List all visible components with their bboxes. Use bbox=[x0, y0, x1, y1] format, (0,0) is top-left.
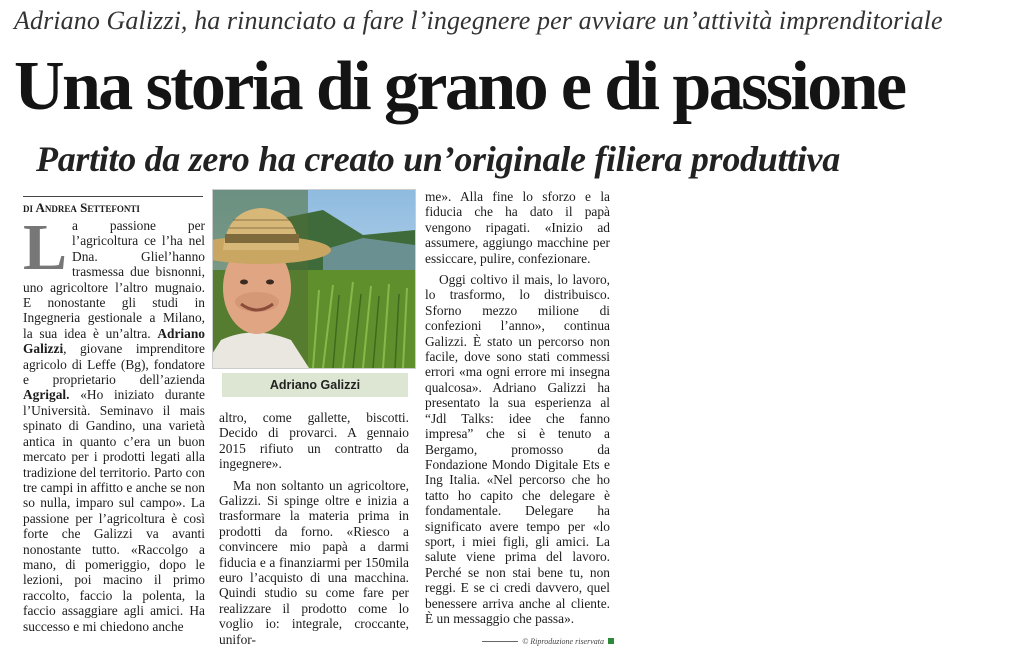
col2-paragraph-1: altro, come gallette, biscotti. Decido di provarci. A gennaio 2015 rifiuto un contratto da ingegnere». bbox=[219, 410, 409, 472]
end-mark-square bbox=[608, 638, 614, 644]
drop-cap: L bbox=[23, 211, 68, 284]
col3-paragraph-1: me». Alla fine lo sforzo e la fiducia che ha dato il papà vengono ripagati. «Inizio ad assumere, aggiungo macchine per essiccare, pulire, confezionare. bbox=[425, 189, 610, 266]
text-column-3 bbox=[425, 189, 610, 629]
col1-text-c: «Ho iniziato durante l’Università. Seminavo il mais spinato di Gandino, una varietà antica in quanto c’era un buon mercato per i prodotti legati alla tradizione del territorio. Parto con tre campi in affitto e anche se non so nulla, imparo sul campo». La passione per l’agricoltura è così forte che Galizzi va avanti nonostante tutto. «Raccolgo a mano, di pomeriggio, dopo le lezioni, poi macino il primo raccolto, faccio la polenta, la faccio assaggiare agli amici. Ha successo e mi chiedono anche bbox=[23, 387, 205, 634]
col3-paragraph-2: Oggi coltivo il mais, lo lavoro, lo trasformo, lo distribuisco. Sforno mezzo milione di confezioni l’anno», continua Galizzi. È stato un percorso non facile, dove sono stati commessi errori «ma ogni errore mi insegna qualcosa». Adriano Galizzi ha presentato la sua esperienza al “Jdl Talks: idee che fanno impresa” che si è tenuto a Bergamo, promosso da Fondazione Mondo Digitale Ets e Ing Italia. «Nel percorso che ho tatto ho capito che delegare è fondamentale. Delegare ha significato avere tempo per «lo sport, i miei figli, gli amici. La salute viene prima del lavoro. Perché se non stai bene tu, non reggi. E se ci credi davvero, quel benessere arriva anche al cliente. È un messaggio che passa». bbox=[425, 272, 610, 626]
name-highlight-1: Adriano Galizzi bbox=[23, 325, 205, 357]
article-subheadline: Partito da zero ha creato un’originale filiera produttiva bbox=[36, 139, 840, 179]
name-highlight-2: Agrigal. bbox=[23, 387, 70, 403]
col1-text-b: , giovane imprenditore agricolo di Leffe (Bg), fondatore e proprietario dell’azienda bbox=[23, 341, 205, 388]
text-column-2 bbox=[219, 410, 409, 647]
article-headline: Una storia di grano e di passione bbox=[14, 48, 905, 125]
portrait-photo bbox=[212, 189, 416, 369]
photo-caption: Adriano Galizzi bbox=[222, 373, 408, 397]
col1-text-a: a passione per l’agricoltura ce l’ha nel Dna. Glielʼhanno trasmessa due bisnonni, uno agricoltore l’altro mugnaio. E nonostante gli studi in Ingegneria gestionale a Milano, la sua idea è un’altra. bbox=[23, 218, 205, 341]
copyright-text: © Riproduzione riservata bbox=[522, 636, 604, 646]
text-column-1 bbox=[23, 211, 205, 638]
copyright-footer bbox=[482, 635, 614, 647]
byline-text: di Andrea Settefonti bbox=[23, 200, 140, 215]
col2-paragraph-2: Ma non soltanto un agricoltore, Galizzi. Si spinge oltre e inizia a trasformare la materia prima in prodotti da forno. «Riesco a convincere mio papà a darmi fiducia e a finanziarmi per 150mila euro l’acquisto di una macchina. Quindi studio su come fare per realizzare il prodotto come lo voglio io: integrale, croccante, unifor- bbox=[219, 477, 409, 647]
article-kicker: Adriano Galizzi, ha rinunciato a fare l’ingegnere per avviare un’attività imprenditoriale bbox=[14, 6, 943, 35]
portrait-illustration bbox=[213, 190, 415, 368]
footer-rule bbox=[482, 641, 518, 642]
